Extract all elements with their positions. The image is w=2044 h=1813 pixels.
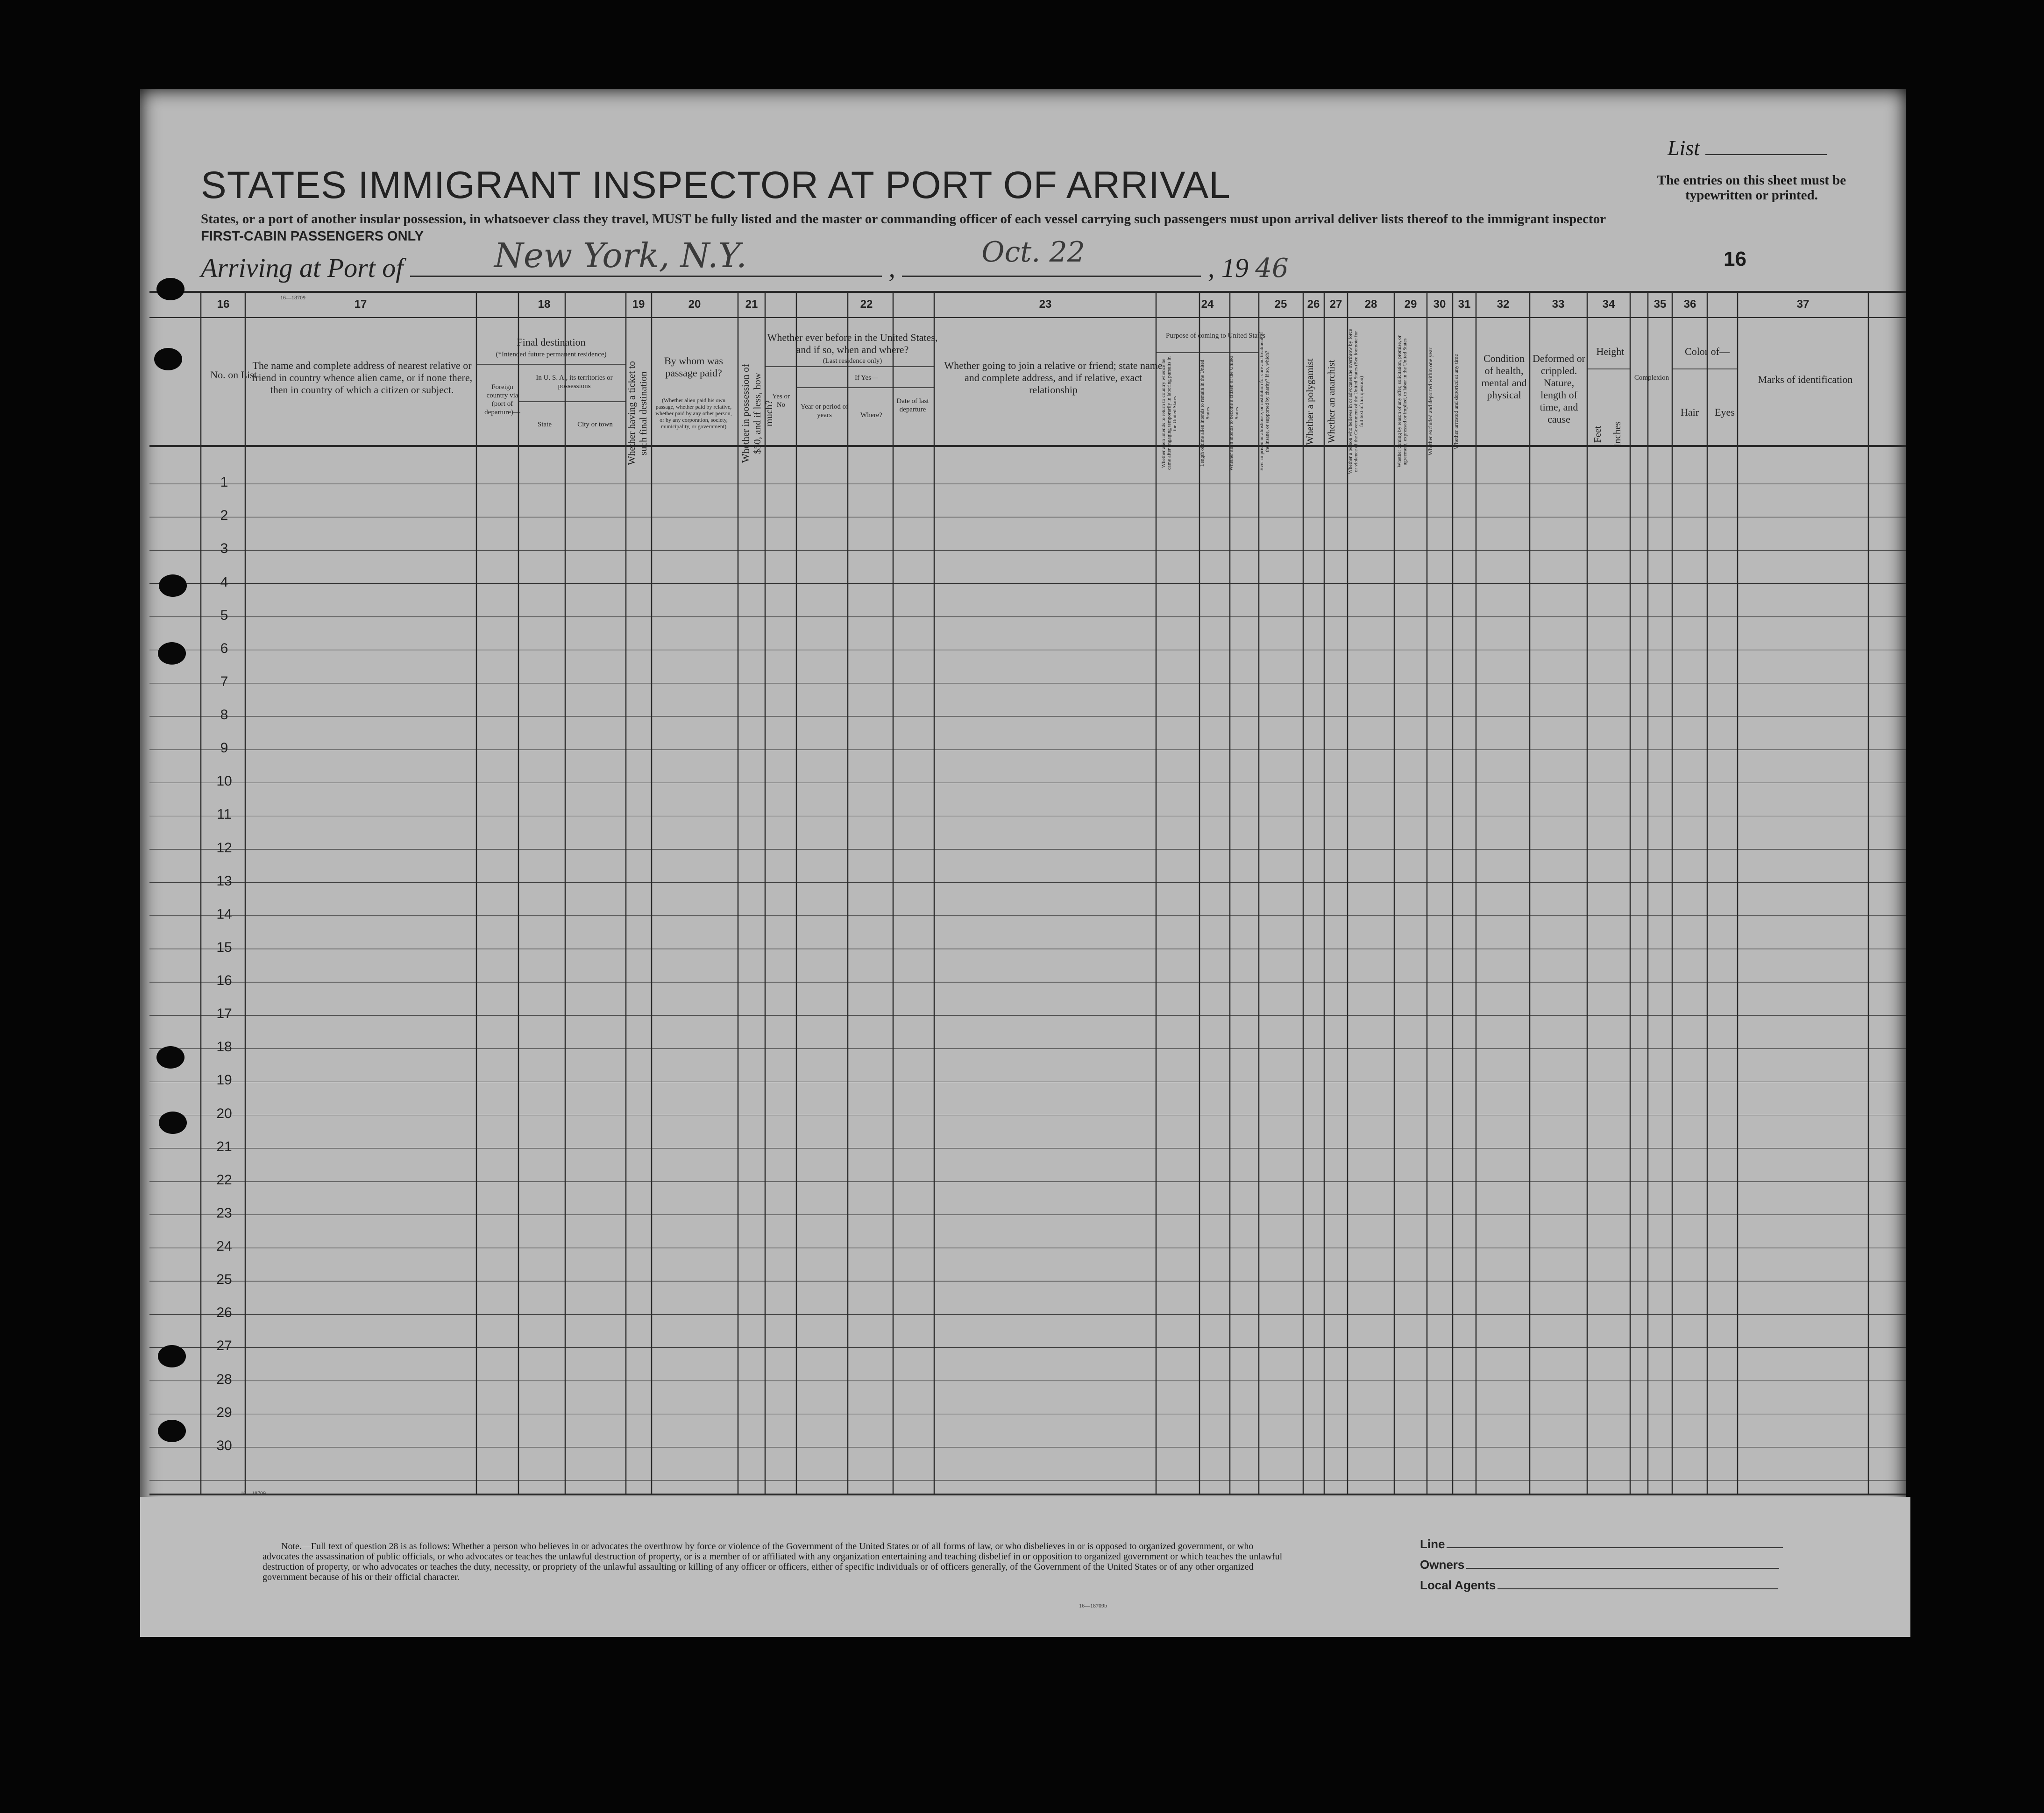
list-label: List bbox=[1668, 135, 1827, 160]
col16-header: No. on List bbox=[210, 369, 257, 381]
punch-hole bbox=[154, 348, 182, 370]
punch-hole bbox=[158, 1345, 186, 1367]
row-number: 19 bbox=[216, 1072, 232, 1088]
agents-field bbox=[1420, 1578, 1778, 1593]
col23-header: Whether going to join a relative or friend; state name and complete address, and if relative, exact relationship bbox=[944, 360, 1163, 396]
col36-hair: Hair bbox=[1680, 406, 1699, 418]
class-line: FIRST-CABIN PASSENGERS ONLY bbox=[201, 229, 424, 244]
row-number: 12 bbox=[216, 840, 232, 856]
row-number: 30 bbox=[216, 1438, 232, 1453]
column-number: 20 bbox=[688, 298, 701, 311]
row-number: 6 bbox=[220, 640, 228, 656]
col37-header: Marks of identification bbox=[1758, 374, 1853, 385]
col22-yesno: Yes or No bbox=[772, 393, 790, 409]
punch-hole bbox=[158, 1420, 186, 1442]
col18-state: State bbox=[538, 421, 552, 428]
column-number: 27 bbox=[1329, 298, 1342, 311]
footnote: Note.—Full text of question 28 is as follows: Whether a person who believes in or advocates the overthrow by force or violence of the Government of the United States or of all forms of law, or who disbelieves in or is opposed to organized government, or who advocates the assassination of public officials, or who advocates or teaches the unlawful destruction of property, or is a member of or affiliated with any organization entertaining and teaching disbelief in or opposition to organized government or which teaches the unlawful destruction of property, or who advocates or teaches the duty, necessity, or propriety of the unlawful assaulting or killing of any officer or officers, either of specific individuals or of officers generally, of the Government of the United States or of any other organized government because of his or their official character. bbox=[263, 1541, 1283, 1582]
row-number: 10 bbox=[216, 773, 232, 789]
column-number: 19 bbox=[632, 298, 645, 311]
col28-header: Whether a person who believes in or advocates the overthrow by force or violence of the Government of the United States (See footnote for full text of this question) bbox=[1348, 329, 1364, 474]
row-number: 4 bbox=[220, 574, 228, 590]
row-number: 23 bbox=[216, 1205, 232, 1221]
column-number: 31 bbox=[1458, 298, 1471, 311]
row-number: 14 bbox=[216, 906, 232, 922]
arriving-label: Arriving at Port of bbox=[201, 253, 404, 283]
row-number: 20 bbox=[216, 1105, 232, 1121]
row-number: 15 bbox=[216, 939, 232, 955]
column-number: 35 bbox=[1654, 298, 1667, 311]
col24-title: Purpose of coming to United States bbox=[1166, 332, 1265, 340]
form-code-top: 16—18709 bbox=[280, 294, 305, 301]
col30-header: Whether excluded and deported within one year bbox=[1427, 347, 1434, 456]
page-title: STATES IMMIGRANT INSPECTOR AT PORT OF ARRIVAL bbox=[201, 164, 1231, 206]
subtitle: States, or a port of another insular possession, in whatsoever class they travel, MUST be fully listed and the master or commanding officer of each vessel carrying such passengers must upon arrival deliver lists thereof to the immigrant inspector bbox=[201, 212, 1606, 227]
sheet-footer bbox=[140, 1497, 1910, 1637]
col24-return: Whether alien intends to return to country whence he came after engaging temporarily in laboring pursuits in the United States bbox=[1161, 356, 1178, 470]
col18-title: Final destination bbox=[517, 336, 586, 348]
column-number: 29 bbox=[1404, 298, 1417, 311]
row-number: 25 bbox=[216, 1272, 232, 1288]
column-number: 28 bbox=[1364, 298, 1377, 311]
col31-header: Whether arrested and deported at any time bbox=[1453, 354, 1459, 449]
col25-header: Ever in prison or almshouse, or institution for care and treatment of the insane, or supported by charity? If so, which? bbox=[1259, 332, 1270, 471]
row-number: 5 bbox=[220, 607, 228, 623]
col20-title: By whom was passage paid? bbox=[664, 355, 723, 379]
col29-header: Whether coming by reason of any offer, solicitation, promise, or agreement, expressed or implied, to labor in the United States bbox=[1397, 335, 1408, 468]
row-number: 22 bbox=[216, 1172, 232, 1188]
year-prefix: 19 bbox=[1221, 253, 1249, 283]
row-number: 26 bbox=[216, 1305, 232, 1321]
col22-where: Where? bbox=[860, 411, 882, 419]
form-code-left: 16—18709 bbox=[241, 1490, 266, 1496]
col34-feet: Feet bbox=[1592, 425, 1603, 443]
punch-hole bbox=[156, 1046, 185, 1069]
column-number: 24 bbox=[1201, 298, 1214, 311]
col19-header: Whether having a ticket to such final destination bbox=[626, 361, 649, 466]
col24-citizen: Whether alien intends to become a citizen of the United States bbox=[1228, 356, 1240, 471]
line-field bbox=[1420, 1537, 1783, 1551]
line-label: Line bbox=[1420, 1537, 1445, 1551]
row-number: 2 bbox=[220, 508, 228, 524]
col22-ifyes: If Yes— bbox=[854, 374, 878, 382]
row-number: 29 bbox=[216, 1404, 232, 1420]
col18-foreign: Foreign country via (port of departure)— bbox=[484, 383, 520, 416]
column-number: 33 bbox=[1552, 298, 1565, 311]
column-number: 21 bbox=[745, 298, 758, 311]
row-number: 24 bbox=[216, 1239, 232, 1254]
punch-hole bbox=[159, 574, 187, 597]
column-number: 32 bbox=[1497, 298, 1510, 311]
column-number: 23 bbox=[1039, 298, 1052, 311]
col36-eyes: Eyes bbox=[1715, 406, 1735, 418]
column-number: 37 bbox=[1796, 298, 1810, 311]
row-number: 3 bbox=[220, 541, 228, 557]
owners-label: Owners bbox=[1420, 1558, 1465, 1572]
row-number: 18 bbox=[216, 1039, 232, 1055]
column-number: 25 bbox=[1274, 298, 1287, 311]
punch-hole bbox=[158, 642, 186, 665]
col18-usa: In U. S. A., its territories or possessions bbox=[536, 374, 613, 390]
row-number: 7 bbox=[220, 673, 228, 689]
col36-title: Color of— bbox=[1685, 346, 1730, 357]
port-handwritten: New York, N.Y. bbox=[494, 236, 747, 275]
column-number: 34 bbox=[1602, 298, 1615, 311]
col17-header: The name and complete address of nearest relative or friend in country whence alien came, or if none there, then in country of which a citizen or subject. bbox=[251, 360, 473, 396]
column-number: 16 bbox=[217, 298, 230, 311]
row-number: 16 bbox=[216, 973, 232, 989]
month-handwritten: Oct. 22 bbox=[981, 236, 1085, 269]
year-handwritten: 46 bbox=[1255, 253, 1289, 283]
col35-header: Complexion bbox=[1634, 374, 1669, 382]
row-number: 11 bbox=[217, 807, 232, 822]
punch-hole bbox=[156, 278, 185, 300]
row-number: 17 bbox=[216, 1006, 232, 1022]
col22-years: Year or period of years bbox=[800, 403, 849, 419]
form-code-right: 16—18709b bbox=[1079, 1602, 1107, 1609]
column-number: 18 bbox=[538, 298, 551, 311]
col24-length: Length of time alien intends to remain in the United States bbox=[1199, 360, 1211, 467]
column-number: 26 bbox=[1307, 298, 1320, 311]
column-number: 22 bbox=[860, 298, 873, 311]
agents-label: Local Agents bbox=[1420, 1578, 1496, 1592]
col26-header: Whether a polygamist bbox=[1304, 358, 1315, 445]
column-number: 30 bbox=[1433, 298, 1446, 311]
col18-note: (*Intended future permanent residence) bbox=[496, 351, 607, 358]
row-number: 9 bbox=[220, 740, 228, 756]
col34-title: Height bbox=[1596, 346, 1625, 357]
col32-header: Condition of health, mental and physical bbox=[1481, 353, 1527, 401]
col22-title: Whether ever before in the United States, and if so, when and where? bbox=[767, 332, 938, 355]
col34-inches: Inches bbox=[1611, 421, 1623, 447]
owners-field bbox=[1420, 1558, 1779, 1572]
col22-note: (Last residence only) bbox=[823, 357, 882, 365]
col33-header: Deformed or crippled. Nature, length of time, and cause bbox=[1532, 353, 1585, 425]
manifest-sheet bbox=[140, 89, 1906, 1630]
col18-city: City or town bbox=[577, 421, 613, 428]
page-number: 16 bbox=[1724, 248, 1746, 270]
column-number: 36 bbox=[1683, 298, 1696, 311]
arriving-line: Arriving at Port of New York, N.Y. , Oct. 22 , 19 46 bbox=[201, 236, 1289, 283]
row-number: 13 bbox=[216, 873, 232, 889]
col22-date: Date of last departure bbox=[896, 397, 929, 413]
row-number: 27 bbox=[216, 1338, 232, 1354]
row-number: 28 bbox=[216, 1371, 232, 1387]
row-number: 1 bbox=[220, 474, 228, 490]
row-number: 21 bbox=[216, 1139, 232, 1154]
punch-hole bbox=[159, 1112, 187, 1134]
instructions: The entries on this sheet must be typewritten or printed. bbox=[1657, 173, 1846, 203]
manifest-grid bbox=[140, 89, 1906, 1499]
row-number: 8 bbox=[220, 707, 228, 723]
col27-header: Whether an anarchist bbox=[1326, 360, 1337, 444]
col21-header: Whether in possession of $50, and if less, how much? bbox=[740, 364, 774, 463]
column-number: 17 bbox=[354, 298, 367, 311]
col20-note: (Whether alien paid his own passage, whether paid by relative, whether paid by any other person, or by any corporation, society, municipality, or government) bbox=[655, 397, 732, 430]
